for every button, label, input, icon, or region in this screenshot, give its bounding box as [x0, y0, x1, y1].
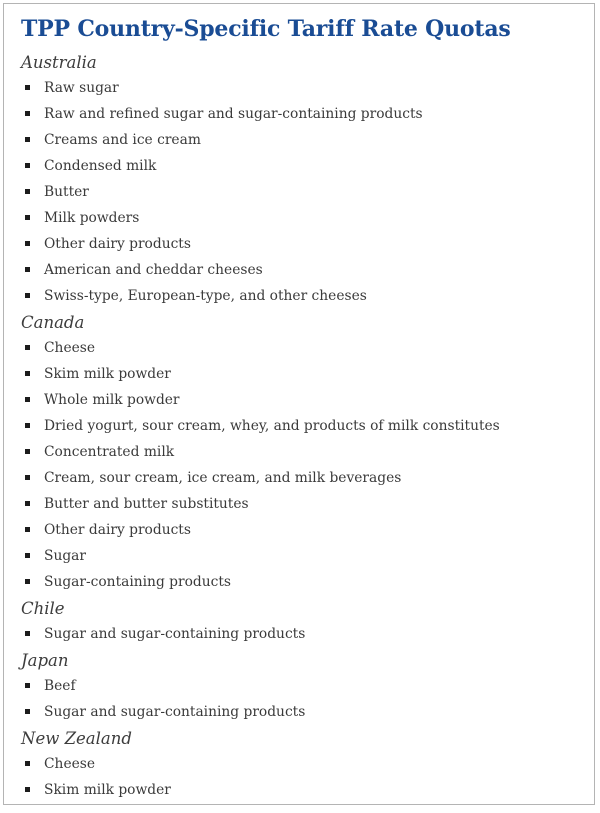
list-item-label: Swiss-type, European-type, and other cheeses — [44, 288, 367, 304]
list-item-label: Raw sugar — [44, 80, 119, 96]
list-item-label: Other dairy products — [44, 522, 191, 538]
list-item — [18, 387, 578, 413]
list-item-label: Concentrated milk — [44, 444, 175, 460]
list-item — [18, 153, 578, 179]
list-item — [18, 283, 578, 309]
document-page — [3, 3, 595, 805]
list-item — [18, 777, 578, 803]
list-item-label: Skim milk powder — [44, 782, 171, 798]
list-item — [18, 439, 578, 465]
list-item-label: Milk powders — [44, 210, 140, 226]
list-item-label: Butter and butter substitutes — [44, 496, 249, 512]
quota-list — [18, 75, 578, 309]
list-item-label: Sugar and sugar-containing products — [44, 626, 306, 642]
list-item-label: Cheese — [44, 756, 96, 772]
list-item — [18, 75, 578, 101]
list-item-label: Beef — [44, 678, 76, 694]
list-item — [18, 179, 578, 205]
list-item — [18, 491, 578, 517]
quota-list — [18, 751, 578, 803]
list-item — [18, 361, 578, 387]
country-heading: Australia — [21, 52, 97, 72]
square-bullet-icon — [25, 683, 30, 688]
square-bullet-icon — [25, 449, 30, 454]
quota-list — [18, 335, 578, 595]
square-bullet-icon — [25, 631, 30, 636]
list-item-label: Dried yogurt, sour cream, whey, and products of milk constitutes — [44, 418, 500, 434]
list-item — [18, 699, 578, 725]
list-item-label: Butter — [44, 184, 89, 200]
square-bullet-icon — [25, 345, 30, 350]
list-item — [18, 127, 578, 153]
square-bullet-icon — [25, 163, 30, 168]
square-bullet-icon — [25, 137, 30, 142]
quota-list — [18, 673, 578, 725]
list-item-label: Skim milk powder — [44, 366, 171, 382]
square-bullet-icon — [25, 215, 30, 220]
square-bullet-icon — [25, 397, 30, 402]
country-heading: Japan — [21, 650, 69, 670]
list-item-label: Sugar and sugar-containing products — [44, 704, 306, 720]
list-item — [18, 673, 578, 699]
list-item-label: American and cheddar cheeses — [44, 262, 263, 278]
square-bullet-icon — [25, 787, 30, 792]
list-item-label: Raw and refined sugar and sugar-containing products — [44, 106, 423, 122]
list-item-label: Cheese — [44, 340, 96, 356]
square-bullet-icon — [25, 709, 30, 714]
square-bullet-icon — [25, 423, 30, 428]
list-item-label: Sugar — [44, 548, 86, 564]
list-item-label: Sugar-containing products — [44, 574, 231, 590]
list-item — [18, 517, 578, 543]
square-bullet-icon — [25, 579, 30, 584]
square-bullet-icon — [25, 189, 30, 194]
list-item — [18, 543, 578, 569]
list-item — [18, 569, 578, 595]
list-item — [18, 413, 578, 439]
list-item — [18, 465, 578, 491]
country-sections — [18, 49, 578, 803]
square-bullet-icon — [25, 527, 30, 532]
list-item — [18, 205, 578, 231]
list-item — [18, 257, 578, 283]
square-bullet-icon — [25, 241, 30, 246]
square-bullet-icon — [25, 111, 30, 116]
list-item — [18, 231, 578, 257]
page-title: TPP Country-Specific Tariff Rate Quotas — [21, 16, 511, 42]
square-bullet-icon — [25, 85, 30, 90]
square-bullet-icon — [25, 293, 30, 298]
square-bullet-icon — [25, 501, 30, 506]
list-item-label: Condensed milk — [44, 158, 157, 174]
list-item — [18, 101, 578, 127]
list-item — [18, 335, 578, 361]
square-bullet-icon — [25, 371, 30, 376]
list-item — [18, 621, 578, 647]
square-bullet-icon — [25, 475, 30, 480]
country-heading: New Zealand — [21, 728, 132, 748]
quota-list — [18, 621, 578, 647]
list-item-label: Whole milk powder — [44, 392, 180, 408]
list-item-label: Creams and ice cream — [44, 132, 201, 148]
list-item — [18, 751, 578, 777]
square-bullet-icon — [25, 267, 30, 272]
square-bullet-icon — [25, 553, 30, 558]
list-item-label: Cream, sour cream, ice cream, and milk beverages — [44, 470, 402, 486]
list-item-label: Other dairy products — [44, 236, 191, 252]
country-heading: Canada — [21, 312, 85, 332]
square-bullet-icon — [25, 761, 30, 766]
country-heading: Chile — [21, 598, 65, 618]
